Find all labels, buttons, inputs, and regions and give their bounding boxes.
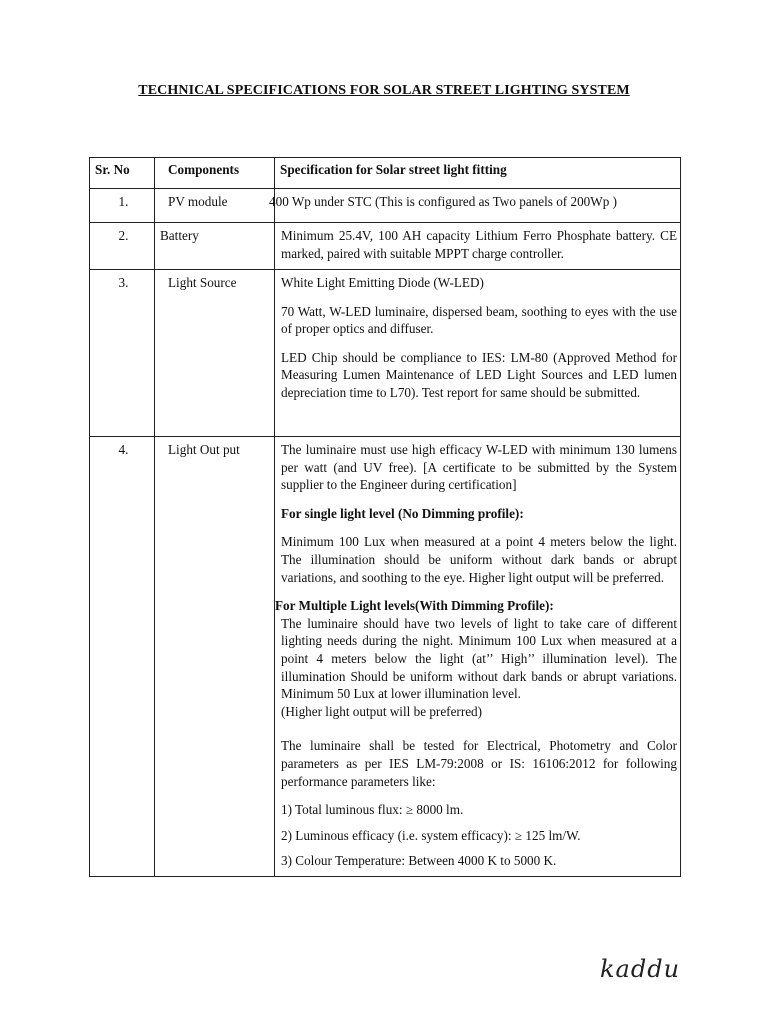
row-component: Light Out put	[155, 437, 275, 877]
header-specification: Specification for Solar street light fitting	[275, 158, 681, 189]
row-component: PV module	[155, 189, 275, 223]
spec-paragraph: The luminaire shall be tested for Electrical, Photometry and Color parameters as per IES LM-79:2008 or IS: 16106:2012 for following performance parameters like:	[281, 738, 677, 789]
spec-table	[89, 157, 681, 877]
spec-paragraph: The luminaire should have two levels of light to take care of different lighting needs during the night. Minimum 100 Lux when measured at a point 4 meters below the light (at’’ High’’ illumination level). The illumination Should be uniform without dark bands or abrupt variations. Minimum 50 Lux at lower illumination level.	[281, 615, 677, 702]
spec-list-item: 3) Colour Temperature: Between 4000 K to 5000 K.	[281, 853, 557, 869]
table-row	[90, 437, 681, 877]
table-header-row	[90, 158, 681, 189]
row-sr: 2.	[90, 223, 155, 270]
row-sr: 3.	[90, 270, 155, 437]
spec-paragraph: (Higher light output will be preferred)	[281, 703, 483, 719]
handwritten-signature: kaddu	[600, 955, 681, 983]
row-spec: 400 Wp under STC (This is configured as Two panels of 200Wp )	[275, 189, 681, 223]
spec-subheading: For single light level (No Dimming profile):	[281, 505, 524, 521]
spec-paragraph: Minimum 100 Lux when measured at a point 4 meters below the light. The illumination should be uniform without dark bands or abrupt variations, and soothing to the eye. Higher light output will be preferred.	[281, 534, 677, 585]
row-spec: Minimum 25.4V, 100 AH capacity Lithium Ferro Phosphate battery. CE marked, paired with suitable MPPT charge controller.	[275, 223, 681, 270]
row-component: Battery	[155, 223, 275, 270]
row-spec	[275, 437, 681, 877]
header-sr-no: Sr. No	[90, 158, 155, 189]
row-spec	[275, 270, 681, 437]
row-component: Light Source	[155, 270, 275, 437]
table-row	[90, 189, 681, 223]
document-title: TECHNICAL SPECIFICATIONS FOR SOLAR STREET LIGHTING SYSTEM	[138, 83, 630, 98]
spec-paragraph: 70 Watt, W-LED luminaire, dispersed beam, soothing to eyes with the use of proper optics and diffuser.	[281, 303, 677, 337]
row-sr: 1.	[90, 189, 155, 223]
row-sr: 4.	[90, 437, 155, 877]
table-row	[90, 270, 681, 437]
spec-paragraph: LED Chip should be compliance to IES: LM-80 (Approved Method for Measuring Lumen Maintenance of LED Light Sources and LED lumen depreciation time to L70). Test report for same should be submitted.	[281, 349, 677, 400]
spec-subheading: For Multiple Light levels(With Dimming Profile):	[275, 598, 554, 614]
spec-list-item: 2) Luminous efficacy (i.e. system efficacy): ≥ 125 lm/W.	[281, 827, 581, 843]
spec-paragraph: White Light Emitting Diode (W-LED)	[281, 275, 484, 290]
spec-paragraph: The luminaire must use high efficacy W-LED with minimum 130 lumens per watt (and UV free). [A certificate to be submitted by the System supplier to the Engineer during certification]	[281, 442, 677, 493]
table-row	[90, 223, 681, 270]
spec-list-item: 1) Total luminous flux: ≥ 8000 lm.	[281, 802, 464, 818]
header-components: Components	[155, 158, 275, 189]
